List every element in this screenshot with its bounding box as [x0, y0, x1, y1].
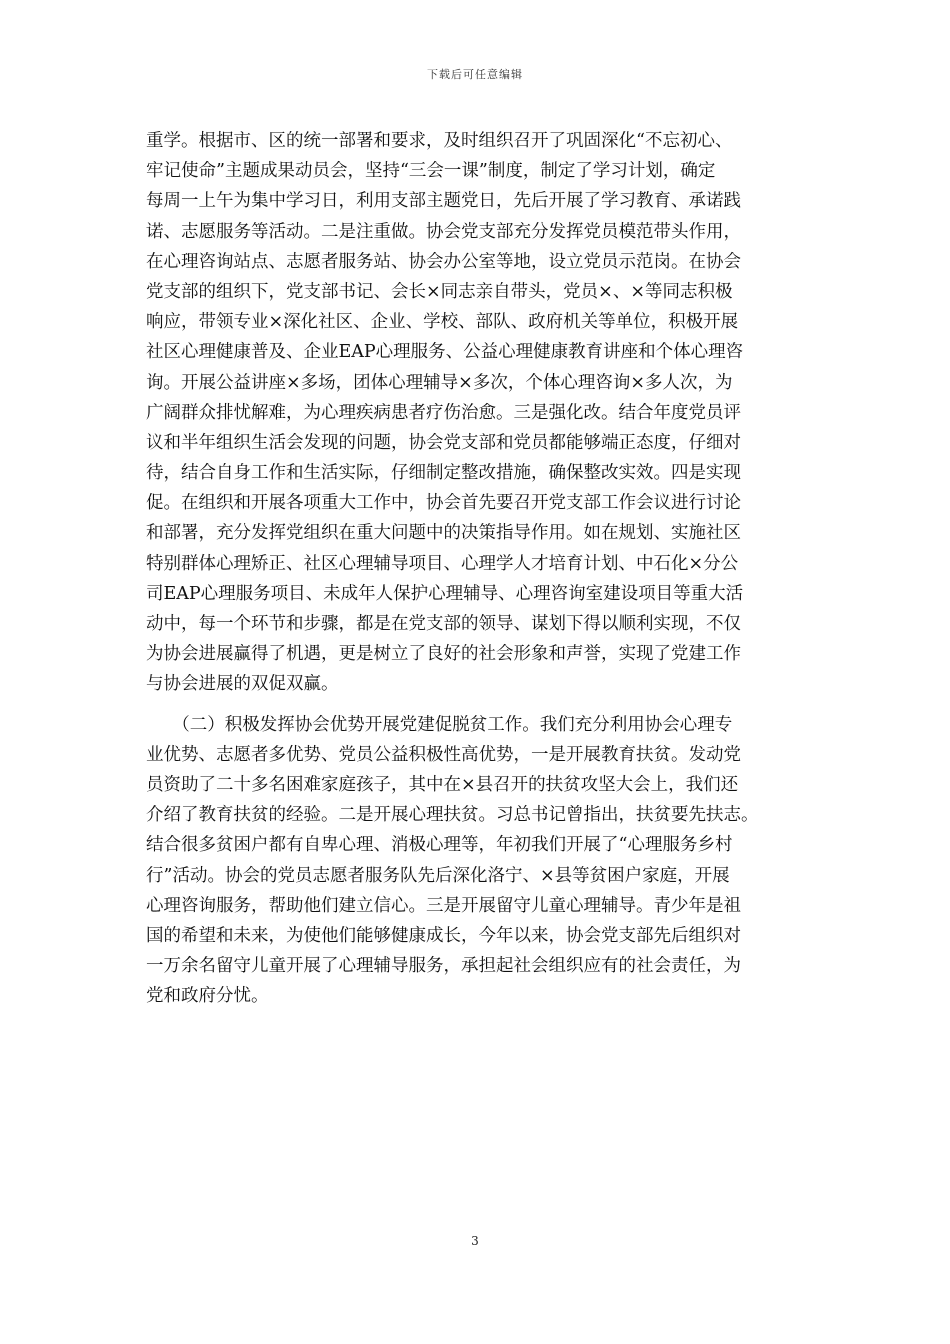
text-line: 社区心理健康普及、企业EAP心理服务、公益心理健康教育讲座和个体心理咨 [146, 342, 744, 363]
text-line: 结合很多贫困户都有自卑心理、消极心理等，年初我们开展了“心理服务乡村 [146, 835, 733, 856]
paragraph-1 [146, 126, 810, 700]
text-line: 广阔群众排忧解难，为心理疾病患者疗伤治愈。三是强化改。结合年度党员评 [146, 402, 741, 423]
page-header: 下载后可任意编辑 [427, 68, 523, 81]
text-line: 牢记使命”主题成果动员会，坚持“三会一课”制度，制定了学习计划，确定 [146, 161, 716, 182]
text-line: 和部署，充分发挥党组织在重大问题中的决策指导作用。如在规划、实施社区 [146, 523, 741, 544]
text-line: 询。开展公益讲座×多场，团体心理辅导×多次，个体心理咨询×多人次，为 [146, 372, 733, 393]
text-line: 司EAP心理服务项目、未成年人保护心理辅导、心理咨询室建设项目等重大活 [146, 583, 744, 604]
text-line: 响应，带领专业×深化社区、企业、学校、部队、政府机关等单位，积极开展 [146, 312, 739, 333]
page-number: 3 [471, 1234, 479, 1248]
text-line: 在心理咨询站点、志愿者服务站、协会办公室等地，设立党员示范岗。在协会 [146, 251, 741, 272]
text-line: 重学。根据市、区的统一部署和要求，及时组织召开了巩固深化“不忘初心、 [146, 131, 733, 151]
text-line: 党支部的组织下，党支部书记、会长×同志亲自带头，党员×、×等同志积极 [146, 281, 733, 302]
text-line: （二）积极发挥协会优势开展党建促脱贫工作。我们充分利用协会心理专 [146, 714, 733, 735]
text-line: 一万余名留守儿童开展了心理辅导服务，承担起社会组织应有的社会责任，为 [146, 956, 741, 977]
text-line: 行”活动。协会的党员志愿者服务队先后深化洛宁、×县等贫困户家庭，开展 [146, 865, 730, 886]
text-line: 动中，每一个环节和步骤，都是在党支部的领导、谋划下得以顺利实现，不仅 [146, 614, 741, 634]
text-line: 介绍了教育扶贫的经验。二是开展心理扶贫。习总书记曾指出，扶贫要先扶志。 [146, 805, 759, 826]
text-line: 每周一上午为集中学习日，利用支部主题党日，先后开展了学习教育、承诺践 [146, 191, 741, 212]
text-line: 特别群体心理矫正、社区心理辅导项目、心理学人才培育计划、中石化×分公 [146, 553, 739, 574]
text-line: 与协会进展的双促双赢。 [146, 674, 339, 695]
text-line: 诺、志愿服务等活动。二是注重做。协会党支部充分发挥党员模范带头作用， [146, 221, 741, 242]
text-line: 待，结合自身工作和生活实际，仔细制定整改措施，确保整改实效。四是实现 [146, 463, 741, 484]
paragraph-2 [146, 710, 810, 1012]
text-line: 员资助了二十多名困难家庭孩子，其中在×县召开的扶贫攻坚大会上，我们还 [146, 774, 739, 795]
document-body [146, 126, 810, 1011]
text-line: 议和半年组织生活会发现的问题，协会党支部和党员都能够端正态度，仔细对 [146, 432, 741, 453]
text-line: 心理咨询服务，帮助他们建立信心。三是开展留守儿童心理辅导。青少年是祖 [146, 895, 741, 916]
text-line: 为协会进展赢得了机遇，更是树立了良好的社会形象和声誉，实现了党建工作 [146, 644, 741, 665]
text-line: 促。在组织和开展各项重大工作中，协会首先要召开党支部工作会议进行讨论 [146, 493, 741, 514]
text-line: 党和政府分忧。 [146, 986, 269, 1007]
text-line: 业优势、志愿者多优势、党员公益积极性高优势，一是开展教育扶贫。发动党 [146, 744, 741, 765]
text-line: 国的希望和未来，为使他们能够健康成长，今年以来，协会党支部先后组织对 [146, 925, 741, 946]
